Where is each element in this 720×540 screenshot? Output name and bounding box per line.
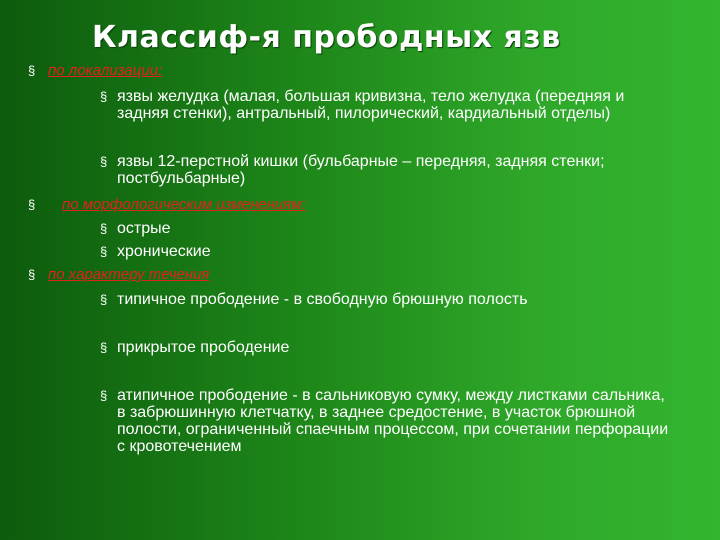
bullet-icon: § [28,267,36,282]
bullet-icon: § [100,221,108,236]
section-heading-link-3[interactable]: по характеру течения [48,266,210,283]
list-item-text: хронические [117,243,211,260]
section-heading-link-2[interactable]: по морфологическим изменениям: [62,196,306,213]
list-item-text: атипичное прободение - в сальниковую сумку, между листками сальника, в забрюшинную клетчатку, в заднее средостение, в участок брюшной полости, ограниченный спаечным процессом, при сочетании перфорации с кровотечением [117,387,669,455]
bullet-icon: § [100,292,108,307]
section-heading-1 [28,62,162,80]
list-item-text: острые [117,220,171,237]
section-heading-3 [28,266,209,284]
bullet-icon: § [100,388,108,403]
section-heading-link-1[interactable]: по локализации: [48,62,163,79]
bullet-icon: § [100,89,108,104]
bullet-icon: § [28,197,36,212]
bullet-icon: § [100,340,108,355]
bullet-icon: § [100,244,108,259]
list-item-text: прикрытое прободение [117,339,290,356]
bullet-icon: § [28,63,36,78]
bullet-icon: § [100,154,108,169]
section-heading-2 [28,196,306,214]
list-item-text: язвы 12-перстной кишки (бульбарные – передняя, задняя стенки; постбульбарные) [117,153,605,187]
slide-title: Классиф-я прободных язв [92,20,561,55]
list-item-text: язвы желудка (малая, большая кривизна, тело желудка (передняя и задняя стенки), антральный, пилорический, кардиальный отделы) [117,88,625,122]
list-item-text: типичное прободение - в свободную брюшную полость [117,291,528,308]
